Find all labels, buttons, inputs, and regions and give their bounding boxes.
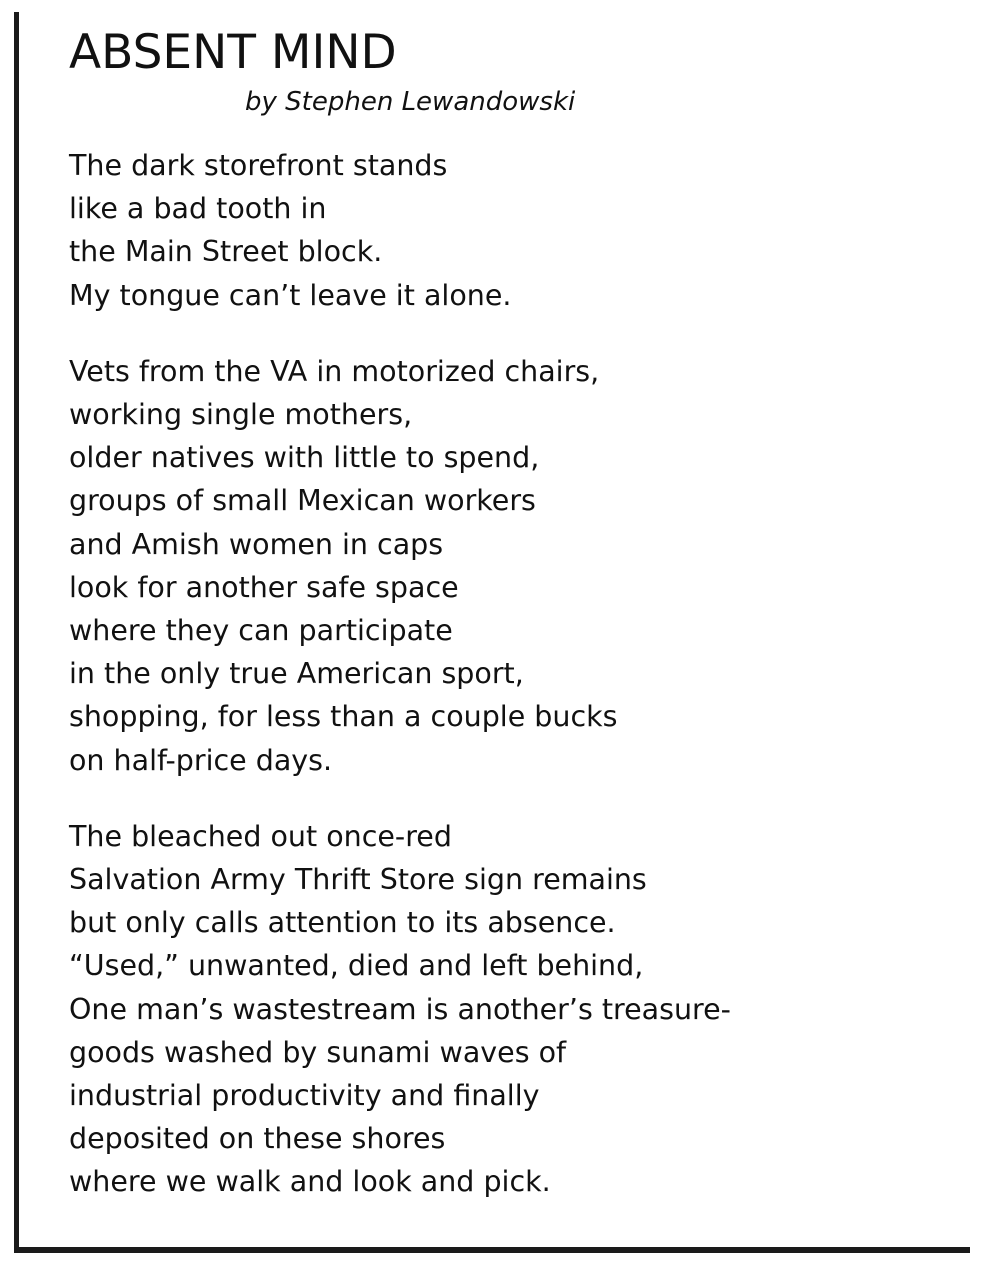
- frame-left-border: [14, 12, 19, 1253]
- poem: [69, 22, 949, 1204]
- poem-line: in the only true American sport,: [69, 657, 524, 691]
- poem-line: groups of small Mexican workers: [69, 484, 536, 518]
- poem-line: shopping, for less than a couple bucks: [69, 700, 618, 734]
- poem-line: The dark storefront stands: [69, 149, 448, 182]
- stanza-3: [69, 815, 949, 1204]
- poem-line: where they can participate: [69, 614, 453, 648]
- poem-line: but only calls attention to its absence.: [69, 906, 616, 940]
- poem-line: like a bad tooth in: [69, 192, 327, 226]
- poem-line: “Used,” unwanted, died and left behind,: [69, 949, 644, 983]
- poem-line: industrial productivity and finally: [69, 1079, 540, 1113]
- stanza-2: [69, 350, 949, 782]
- poem-line: on half-price days.: [69, 743, 333, 777]
- poem-line: deposited on these shores: [69, 1122, 446, 1156]
- poem-line: older natives with little to spend,: [69, 441, 540, 475]
- poem-byline: by Stephen Lewandowski: [245, 87, 576, 117]
- poem-line: Vets from the VA in motorized chairs,: [69, 354, 600, 388]
- poem-line: The bleached out once-red: [69, 819, 452, 853]
- poem-line: where we walk and look and pick.: [69, 1165, 551, 1199]
- poem-line: the Main Street block.: [69, 235, 383, 269]
- poem-line: and Amish women in caps: [69, 527, 444, 561]
- poem-line: working single mothers,: [69, 398, 413, 432]
- frame-bottom-border: [14, 1247, 970, 1253]
- poem-line: goods washed by sunami waves of: [69, 1035, 567, 1069]
- poem-line: My tongue can’t leave it alone.: [69, 278, 512, 312]
- stanza-1: [69, 144, 949, 317]
- poem-line: Salvation Army Thrift Store sign remains: [69, 863, 647, 897]
- poem-line: One man’s wastestream is another’s treasure-: [69, 992, 731, 1026]
- poem-line: look for another safe space: [69, 570, 459, 604]
- poem-title: ABSENT MIND: [69, 25, 397, 80]
